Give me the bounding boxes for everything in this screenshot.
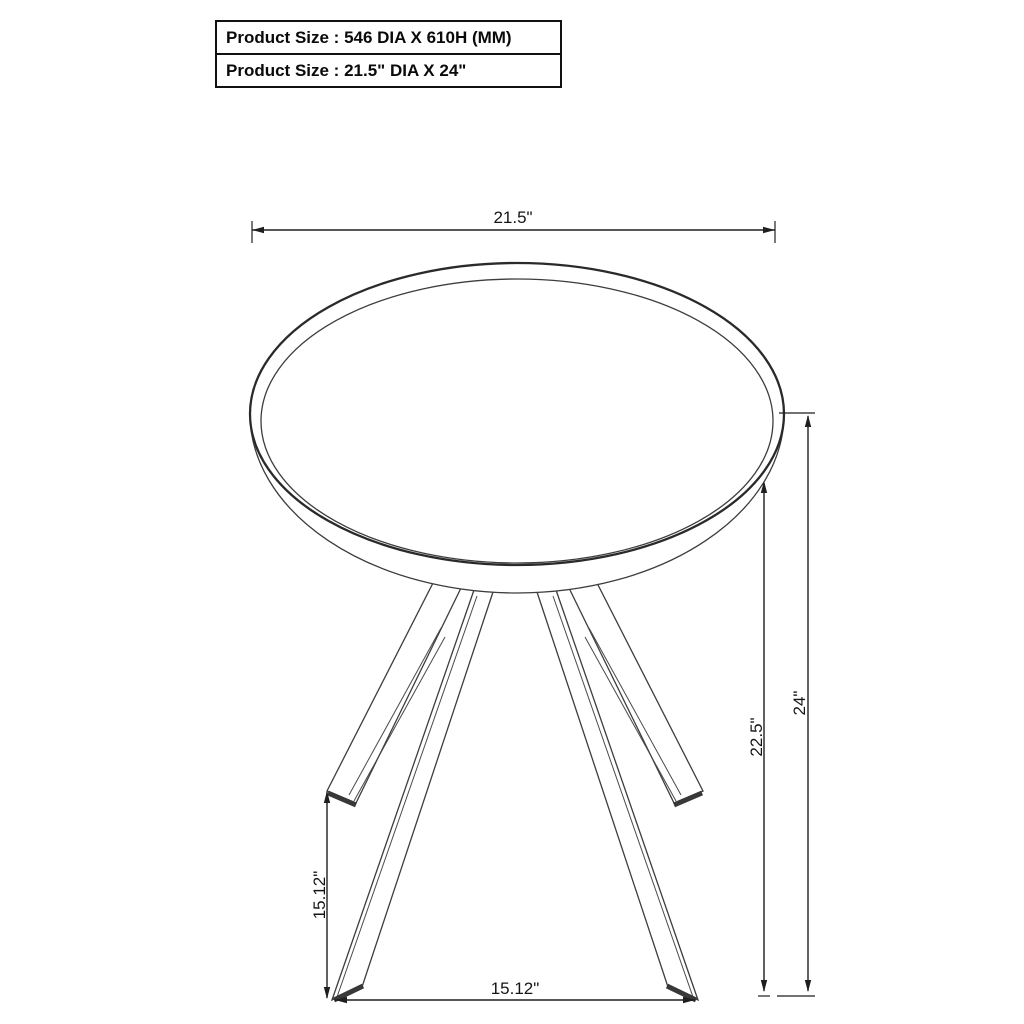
tabletop (250, 263, 784, 593)
product-size-inch-label: Product Size : 21.5" DIA X 24" (226, 61, 467, 80)
dimension-rear-foot-height (310, 791, 330, 999)
dimension-base-width (335, 979, 695, 1003)
dimension-top-diameter (252, 208, 775, 243)
table-legs (327, 583, 703, 1000)
dim-label-rear-foot-height: 15.12" (310, 870, 329, 920)
product-size-mm-label: Product Size : 546 DIA X 610H (MM) (217, 22, 560, 55)
tabletop-outer-rim (250, 263, 784, 565)
dimension-leg-section-height (747, 481, 770, 996)
dim-label-top-diameter: 21.5" (493, 208, 533, 227)
dim-label-leg-section-height: 22.5" (747, 717, 766, 757)
dim-label-overall-height: 24" (790, 690, 809, 716)
dimension-overall-height (777, 413, 815, 996)
title-block (215, 20, 562, 88)
dim-label-base-width: 15.12" (490, 979, 540, 998)
